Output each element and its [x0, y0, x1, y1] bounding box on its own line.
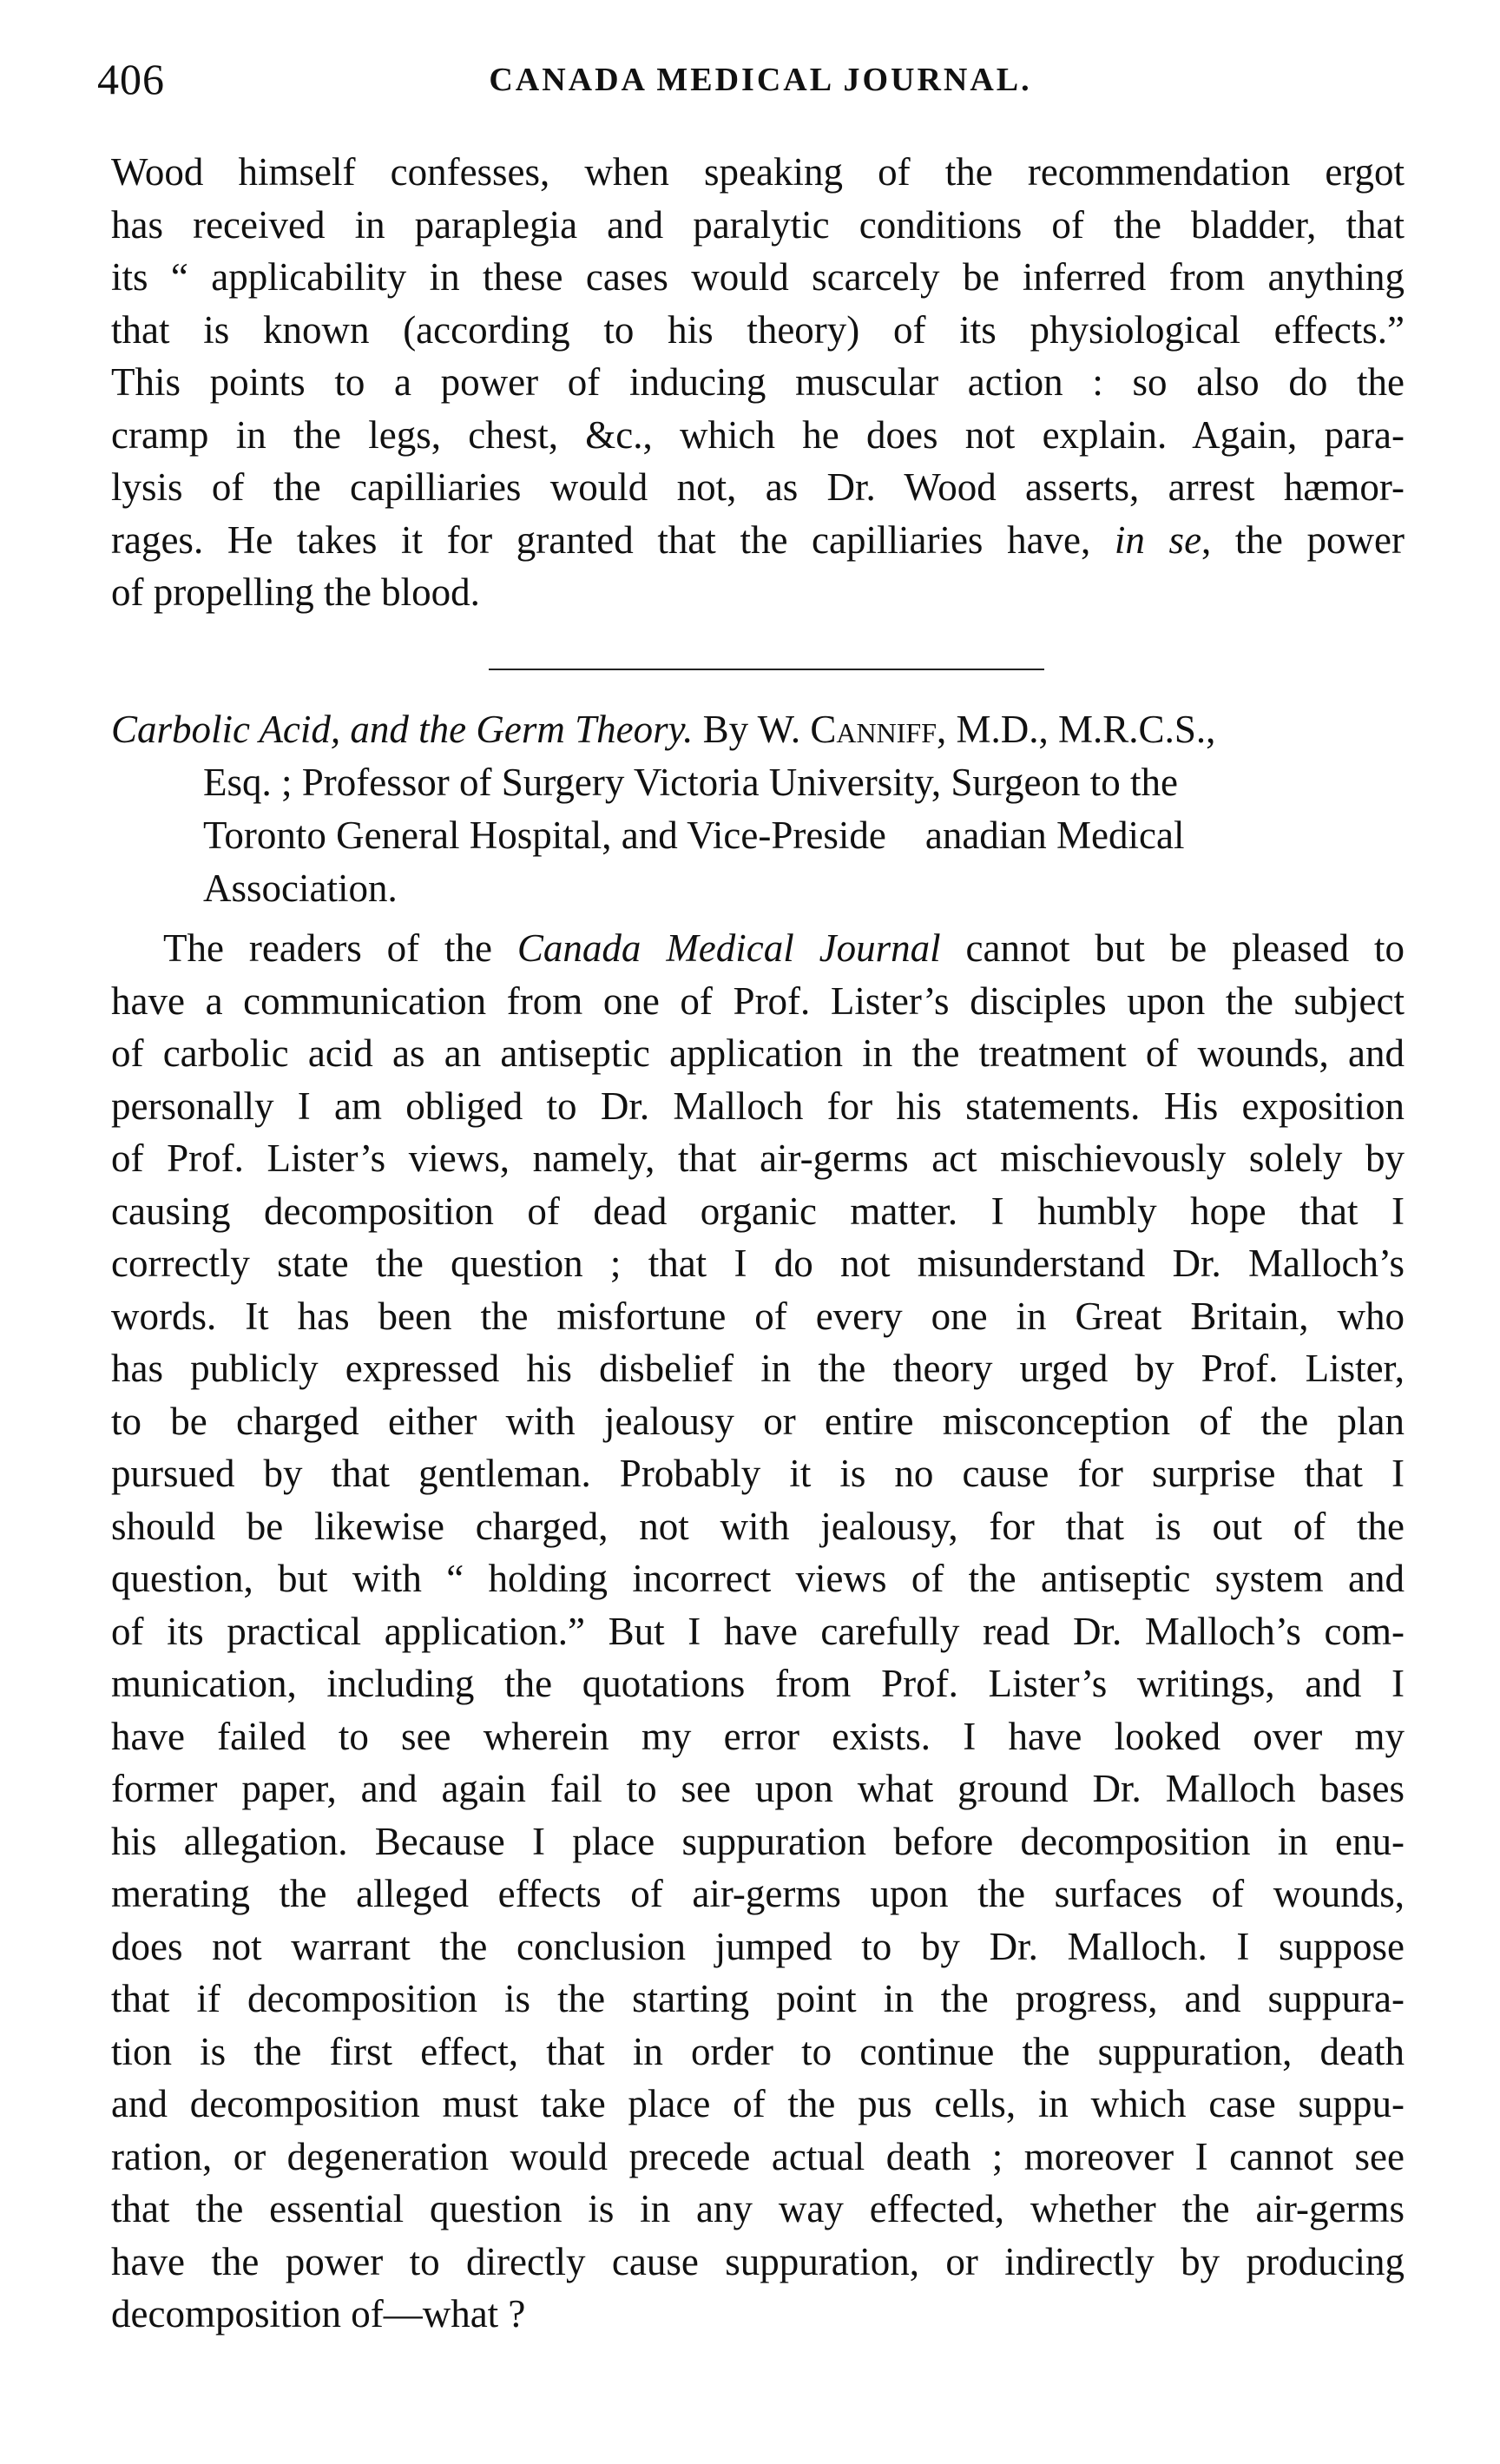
paragraph-line: of Prof. Lister’s views, namely, that air-germs act mischievously solely by	[111, 1136, 1405, 1180]
line-text: cannot but be pleased to	[940, 926, 1405, 970]
author-name: Canniff	[810, 708, 938, 751]
heading-line: Association.	[203, 866, 398, 910]
paragraph-line: have the power to directly cause suppuration, or indirectly by producing	[111, 2239, 1405, 2283]
credentials: , M.D., M.R.C.S.,	[937, 708, 1216, 751]
line-text: , the power	[1201, 517, 1405, 562]
paragraph-line: that if decomposition is the starting point in the progress, and suppura-	[111, 1977, 1405, 2020]
paragraph-line: has publicly expressed his disbelief in the theory urged by Prof. Lister,	[111, 1347, 1405, 1390]
paragraph-line: have failed to see wherein my error exists. I have looked over my	[111, 1714, 1405, 1758]
paragraph-line: his allegation. Because I place suppuration before decomposition in enu-	[111, 1819, 1405, 1863]
heading-line: Toronto General Hospital, and Vice-Preside anadian Medical	[203, 814, 1185, 857]
paragraph-line: correctly state the question ; that I do not misunderstand Dr. Malloch’s	[111, 1242, 1405, 1285]
paragraph-line: cramp in the legs, chest, &c., which he does not explain. Again, para-	[111, 412, 1405, 457]
journal-name: CANADA MEDICAL JOURNAL.	[489, 62, 1032, 98]
paragraph-line	[111, 514, 1405, 567]
paragraph-line: pursued by that gentleman. Probably it is no cause for surprise that I	[111, 1452, 1405, 1495]
paragraph-line: question, but with “ holding incorrect views of the antiseptic system and	[111, 1557, 1405, 1600]
paragraph-line: has received in paraplegia and paralytic conditions of the bladder, that	[111, 202, 1405, 247]
paragraph-line: that is known (according to his theory) of its physiological effects.”	[111, 307, 1405, 352]
paragraph-line: Wood himself confesses, when speaking of the recommendation ergot	[111, 150, 1405, 194]
paragraph-line: of its practical application.” But I have carefully read Dr. Malloch’s com-	[111, 1609, 1405, 1653]
journal-title-italic: Canada Medical Journal	[516, 926, 941, 970]
first-paragraph	[111, 146, 1405, 619]
paragraph-line: This points to a power of inducing muscular action : so also do the	[111, 360, 1405, 404]
paragraph-line: have a communication from one of Prof. Lister’s disciples upon the subject	[111, 978, 1405, 1023]
heading-line	[111, 703, 1405, 756]
page-number: 406	[97, 55, 165, 103]
paragraph-line: merating the alleged effects of air-germs upon the surfaces of wounds,	[111, 1872, 1405, 1915]
paragraph-line: causing decomposition of dead organic matter. I humbly hope that I	[111, 1189, 1405, 1233]
heading-line: Esq. ; Professor of Surgery Victoria University, Surgeon to the	[203, 761, 1179, 804]
paragraph-line: munication, including the quotations from Prof. Lister’s writings, and I	[111, 1662, 1405, 1705]
italic-phrase: in se	[1114, 517, 1202, 562]
paragraph-line: to be charged either with jealousy or entire misconception of the plan	[111, 1399, 1405, 1443]
byline: By W.	[693, 708, 811, 751]
paragraph-line	[111, 922, 1405, 975]
paragraph-line: of carbolic acid as an antiseptic application in the treatment of wounds, and	[111, 1031, 1405, 1075]
line-text: The readers of the	[163, 926, 517, 970]
paragraph-line: and decomposition must take place of the pus cells, in which case suppu-	[111, 2082, 1405, 2125]
article-title: Carbolic Acid, and the Germ Theory.	[111, 708, 694, 751]
paragraph-line: decomposition of—what ?	[111, 2292, 526, 2336]
paragraph-line: personally I am obliged to Dr. Malloch for his statements. His exposition	[111, 1084, 1405, 1128]
paragraph-line: that the essential question is in any way effected, whether the air-germs	[111, 2187, 1405, 2230]
paragraph-line: lysis of the capilliaries would not, as Dr. Wood asserts, arrest hæmor-	[111, 465, 1405, 509]
section-divider	[489, 669, 1044, 670]
running-head	[97, 54, 1424, 115]
article-heading	[111, 703, 1405, 915]
paragraph-line: should be likewise charged, not with jealousy, for that is out of the	[111, 1504, 1405, 1548]
paragraph-line: does not warrant the conclusion jumped to by Dr. Malloch. I suppose	[111, 1924, 1405, 1968]
paragraph-line: ration, or degeneration would precede actual death ; moreover I cannot see	[111, 2134, 1405, 2178]
line-text: rages. He takes it for granted that the capilliaries have,	[111, 517, 1091, 562]
article-body	[111, 922, 1405, 2341]
paragraph-line: of propelling the blood.	[111, 570, 480, 614]
paragraph-line: tion is the first effect, that in order to continue the suppuration, death	[111, 2029, 1405, 2073]
paragraph-line: words. It has been the misfortune of every one in Great Britain, who	[111, 1294, 1405, 1338]
paragraph-line: former paper, and again fail to see upon what ground Dr. Malloch bases	[111, 1767, 1405, 1810]
paragraph-line: its “ applicability in these cases would scarcely be inferred from anything	[111, 255, 1405, 299]
